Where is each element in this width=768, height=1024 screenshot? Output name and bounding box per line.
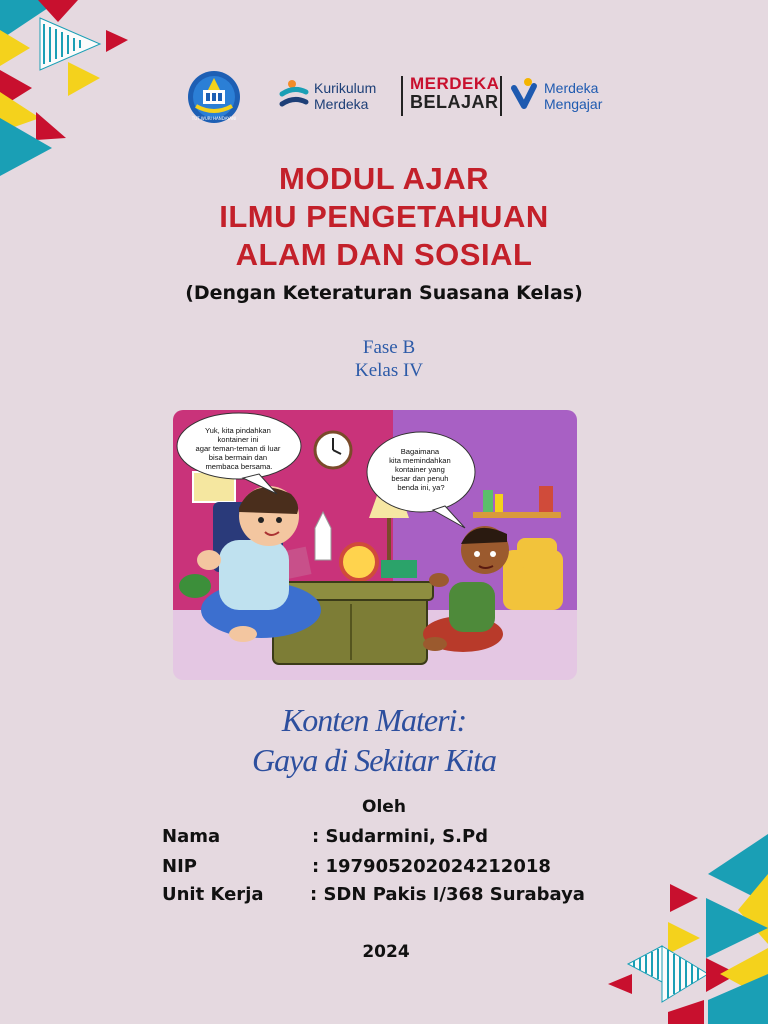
- name-label: Nama: [162, 826, 221, 847]
- title-line-2: ILMU PENGETAHUAN: [219, 199, 549, 234]
- nip-label: NIP: [162, 856, 197, 877]
- kelas-label: Kelas IV: [354, 360, 424, 381]
- kurikulum-merdeka-text: [314, 80, 376, 112]
- content-topic: Gaya di Sekitar Kita: [252, 742, 496, 778]
- clock-icon: [315, 432, 351, 468]
- merdeka-mengajar-text: [544, 80, 602, 112]
- merdeka-label: Merdeka: [544, 80, 599, 96]
- bubble-right-line: besar dan penuh: [391, 474, 449, 483]
- unit-label: Unit Kerja: [162, 884, 264, 905]
- content-label: Konten Materi:: [281, 702, 467, 738]
- module-title: [0, 160, 768, 274]
- phase-info: [0, 336, 768, 382]
- mengajar-label: Mengajar: [544, 96, 603, 112]
- bubble-right-line: benda ini, ya?: [397, 483, 445, 492]
- title-line-1: MODUL AJAR: [279, 161, 489, 196]
- bubble-right-line: Bagaimana: [400, 447, 440, 456]
- merdeka-belajar-line2: BELAJAR: [410, 92, 499, 112]
- unit-value: : SDN Pakis I/368 Surabaya: [310, 884, 585, 905]
- bubble-left-line: Yuk, kita pindahkan: [205, 426, 271, 435]
- svg-text:Yuk, kita pindahkan kont: [196, 426, 283, 471]
- merdeka-belajar-line1: MERDEKA: [410, 74, 500, 93]
- merdeka-belajar-logo: [410, 74, 500, 118]
- bubble-right-line: kita memindahkan: [389, 456, 451, 465]
- kurikulum-label: Kurikulum: [314, 80, 377, 96]
- merdeka-mengajar-logo: [508, 76, 618, 116]
- tut-wuri-handayani-logo: [186, 70, 242, 124]
- classroom-illustration: [173, 410, 577, 680]
- merdeka-label: Merdeka: [314, 96, 369, 112]
- kurikulum-merdeka-icon: [278, 76, 310, 116]
- logo-divider: [401, 76, 403, 116]
- nip-value: : 197905202024212018: [312, 856, 551, 877]
- tut-wuri-label: TUT WURI HANDAYANI: [191, 116, 237, 121]
- name-value: : Sudarmini, S.Pd: [312, 826, 489, 847]
- content-material-title: [0, 700, 748, 780]
- bubble-left-line: membaca bersama.: [205, 462, 273, 471]
- merdeka-mengajar-icon: [508, 76, 540, 116]
- logo-row: [0, 68, 768, 128]
- fase-label: Fase B: [362, 337, 416, 358]
- module-subtitle: (Dengan Keteraturan Suasana Kelas): [185, 282, 583, 304]
- corner-decoration-bottom-right: [608, 834, 768, 1024]
- bubble-left-line: agar teman-teman di luar: [195, 444, 281, 453]
- author-by-label: Oleh: [362, 797, 406, 817]
- kurikulum-merdeka-logo: [278, 76, 398, 116]
- logo-divider: [500, 76, 502, 116]
- year-label: 2024: [362, 942, 410, 962]
- title-line-3: ALAM DAN SOSIAL: [235, 237, 533, 272]
- bubble-left-line: kontainer ini: [217, 435, 259, 444]
- bubble-right-line: kontainer yang: [395, 465, 445, 474]
- bubble-left-line: bisa bermain dan: [208, 453, 268, 462]
